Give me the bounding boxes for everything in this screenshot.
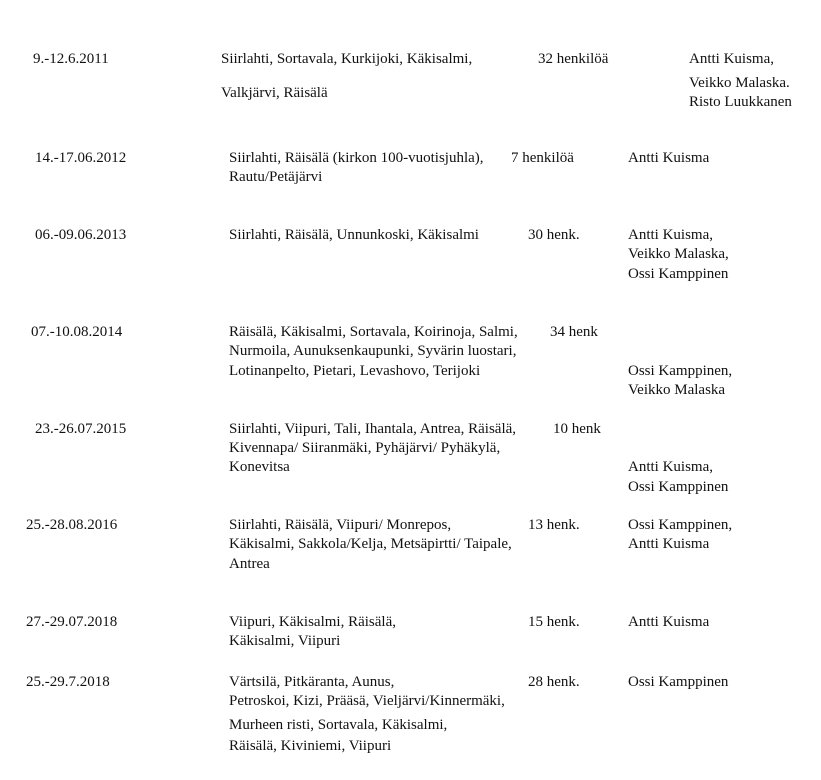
- trip-route-line: Siirlahti, Räisälä, Viipuri/ Monrepos,: [229, 517, 452, 533]
- trip-date: 23.-26.07.2015: [35, 421, 127, 437]
- trip-route-line: Värtsilä, Pitkäranta, Aunus,: [229, 674, 395, 690]
- trip-route-line: Siirlahti, Räisälä, Unnunkoski, Käkisalmi: [229, 227, 479, 243]
- trip-leader: Antti Kuisma,: [689, 51, 774, 67]
- trip-leader: Ossi Kamppinen: [628, 674, 729, 690]
- trip-participants: 28 henk.: [528, 674, 580, 690]
- trip-leader: Veikko Malaska,: [628, 246, 729, 262]
- trip-route-line: Valkjärvi, Räisälä: [221, 85, 328, 101]
- trip-participants: 30 henk.: [528, 227, 580, 243]
- trip-route-line: Siirlahti, Räisälä (kirkon 100-vuotisjuhla),: [229, 150, 484, 166]
- trip-date: 27.-29.07.2018: [26, 614, 118, 630]
- trip-participants: 7 henkilöä: [511, 150, 574, 166]
- trip-leader: Ossi Kamppinen,: [628, 517, 733, 533]
- trip-participants: 10 henk: [553, 421, 601, 437]
- trip-route-line: Siirlahti, Viipuri, Tali, Ihantala, Antrea, Räisälä,: [229, 421, 517, 437]
- trip-route-line: Petroskoi, Kizi, Prääsä, Vieljärvi/Kinnermäki,: [229, 693, 505, 709]
- trip-leader: Veikko Malaska.: [689, 75, 790, 91]
- trip-leader: Antti Kuisma,: [628, 227, 713, 243]
- trip-date: 06.-09.06.2013: [35, 227, 127, 243]
- trip-route-line: Siirlahti, Sortavala, Kurkijoki, Käkisalmi,: [221, 51, 473, 67]
- trip-leader: Ossi Kamppinen: [628, 479, 729, 495]
- trip-participants: 34 henk: [550, 324, 598, 340]
- trip-leader: Veikko Malaska: [628, 382, 726, 398]
- trip-route-line: Käkisalmi, Sakkola/Kelja, Metsäpirtti/ Taipale,: [229, 536, 512, 552]
- trip-leader: Antti Kuisma: [628, 614, 710, 630]
- trip-route-line: Räisälä, Käkisalmi, Sortavala, Koirinoja, Salmi,: [229, 324, 518, 340]
- trip-route-line: Antrea: [229, 556, 270, 572]
- trip-leader: Ossi Kamppinen,: [628, 363, 733, 379]
- trip-leader: Antti Kuisma: [628, 536, 710, 552]
- trip-route-line: Konevitsa: [229, 459, 290, 475]
- trip-route-line: Räisälä, Kiviniemi, Viipuri: [229, 738, 392, 754]
- trip-route-line: Käkisalmi, Viipuri: [229, 633, 341, 649]
- trip-participants: 13 henk.: [528, 517, 580, 533]
- trip-route-line: Nurmoila, Aunuksenkaupunki, Syvärin luostari,: [229, 343, 517, 359]
- trip-leader: Ossi Kamppinen: [628, 266, 729, 282]
- trip-date: 14.-17.06.2012: [35, 150, 127, 166]
- trip-route-line: Lotinanpelto, Pietari, Levashovo, Terijoki: [229, 363, 481, 379]
- trip-leader: Antti Kuisma: [628, 150, 710, 166]
- trip-leader: Antti Kuisma,: [628, 459, 713, 475]
- trip-date: 9.-12.6.2011: [33, 51, 109, 67]
- trip-route-line: Kivennapa/ Siiranmäki, Pyhäjärvi/ Pyhäkylä,: [229, 440, 501, 456]
- trip-leader: Risto Luukkanen: [689, 94, 792, 110]
- trip-route-line: Viipuri, Käkisalmi, Räisälä,: [229, 614, 396, 630]
- trip-route-line: Murheen risti, Sortavala, Käkisalmi,: [229, 717, 448, 733]
- trip-date: 25.-29.7.2018: [26, 674, 110, 690]
- trip-participants: 15 henk.: [528, 614, 580, 630]
- trip-date: 25.-28.08.2016: [26, 517, 118, 533]
- trip-route-line: Rautu/Petäjärvi: [229, 169, 323, 185]
- trip-participants: 32 henkilöä: [538, 51, 609, 67]
- trip-date: 07.-10.08.2014: [31, 324, 123, 340]
